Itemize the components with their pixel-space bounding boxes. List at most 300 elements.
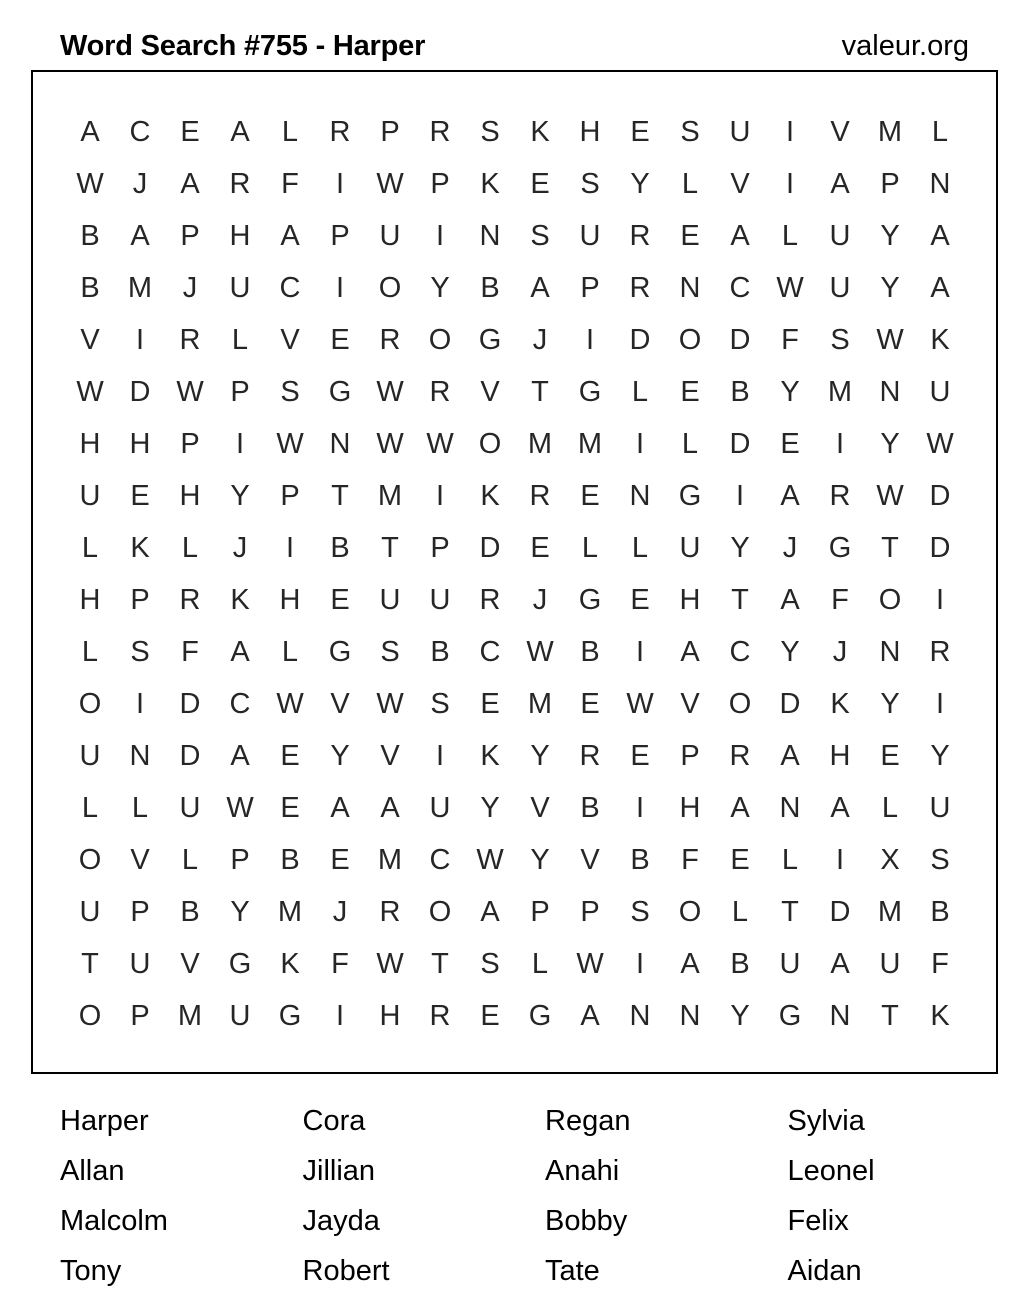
grid-cell[interactable]: D <box>479 531 501 564</box>
grid-cell[interactable]: K <box>230 583 250 616</box>
grid-cell[interactable]: S <box>630 895 650 928</box>
grid-cell[interactable]: P <box>380 115 400 148</box>
grid-cell[interactable]: I <box>135 323 145 356</box>
grid-cell[interactable]: R <box>429 115 451 148</box>
grid-cell[interactable]: V <box>730 167 750 200</box>
grid-cell[interactable]: U <box>79 479 101 512</box>
grid-cell[interactable]: P <box>130 999 150 1032</box>
grid-cell[interactable]: A <box>130 219 150 252</box>
grid-cell[interactable]: L <box>631 375 649 408</box>
grid-cell[interactable]: A <box>230 115 250 148</box>
grid-cell[interactable]: Y <box>930 739 950 772</box>
grid-cell[interactable]: F <box>281 167 299 200</box>
grid-cell[interactable]: A <box>230 635 250 668</box>
grid-cell[interactable]: G <box>228 947 252 980</box>
grid-cell[interactable]: R <box>629 271 651 304</box>
grid-cell[interactable]: W <box>376 687 404 720</box>
grid-cell[interactable]: E <box>580 479 600 512</box>
grid-cell[interactable]: P <box>130 583 150 616</box>
grid-cell[interactable]: H <box>179 479 201 512</box>
grid-cell[interactable]: J <box>832 635 848 668</box>
grid-cell[interactable]: D <box>129 375 151 408</box>
grid-cell[interactable]: O <box>378 271 402 304</box>
grid-cell[interactable]: N <box>879 375 901 408</box>
grid-cell[interactable]: E <box>780 427 800 460</box>
grid-cell[interactable]: A <box>780 739 800 772</box>
grid-cell[interactable]: D <box>179 739 201 772</box>
grid-cell[interactable]: V <box>480 375 500 408</box>
grid-cell[interactable]: I <box>435 479 445 512</box>
grid-cell[interactable]: Y <box>530 843 550 876</box>
grid-cell[interactable]: I <box>235 427 245 460</box>
grid-cell[interactable]: J <box>532 323 548 356</box>
grid-cell[interactable]: E <box>330 583 350 616</box>
grid-cell[interactable]: H <box>679 583 701 616</box>
grid-cell[interactable]: N <box>129 739 151 772</box>
grid-cell[interactable]: U <box>429 791 451 824</box>
grid-cell[interactable]: T <box>881 999 899 1032</box>
grid-cell[interactable]: W <box>276 687 304 720</box>
grid-cell[interactable]: D <box>729 323 751 356</box>
grid-cell[interactable]: W <box>76 375 104 408</box>
grid-cell[interactable]: M <box>877 895 903 928</box>
grid-cell[interactable]: H <box>579 115 601 148</box>
grid-cell[interactable]: N <box>779 791 801 824</box>
grid-cell[interactable]: V <box>130 843 150 876</box>
grid-cell[interactable]: L <box>281 635 299 668</box>
grid-cell[interactable]: E <box>280 739 300 772</box>
grid-cell[interactable]: U <box>129 947 151 980</box>
grid-cell[interactable]: W <box>776 271 804 304</box>
grid-cell[interactable]: P <box>180 219 200 252</box>
grid-cell[interactable]: I <box>935 583 945 616</box>
grid-cell[interactable]: U <box>729 115 751 148</box>
grid-cell[interactable]: A <box>830 791 850 824</box>
grid-cell[interactable]: G <box>778 999 802 1032</box>
grid-cell[interactable]: H <box>829 739 851 772</box>
grid-cell[interactable]: I <box>735 479 745 512</box>
grid-cell[interactable]: L <box>81 791 99 824</box>
grid-cell[interactable]: C <box>479 635 501 668</box>
grid-cell[interactable]: U <box>929 375 951 408</box>
grid-cell[interactable]: P <box>130 895 150 928</box>
grid-cell[interactable]: U <box>579 219 601 252</box>
grid-cell[interactable]: Y <box>880 271 900 304</box>
grid-cell[interactable]: O <box>678 323 702 356</box>
grid-cell[interactable]: U <box>229 999 251 1032</box>
grid-cell[interactable]: E <box>330 323 350 356</box>
grid-cell[interactable]: L <box>931 115 949 148</box>
grid-cell[interactable]: G <box>528 999 552 1032</box>
grid-cell[interactable]: Y <box>880 687 900 720</box>
grid-cell[interactable]: J <box>782 531 798 564</box>
grid-cell[interactable]: H <box>79 427 101 460</box>
grid-cell[interactable]: W <box>876 479 904 512</box>
grid-cell[interactable]: V <box>830 115 850 148</box>
grid-cell[interactable]: P <box>580 895 600 928</box>
grid-cell[interactable]: G <box>828 531 852 564</box>
grid-cell[interactable]: H <box>279 583 301 616</box>
grid-cell[interactable]: R <box>729 739 751 772</box>
grid-cell[interactable]: D <box>829 895 851 928</box>
grid-cell[interactable]: S <box>930 843 950 876</box>
grid-cell[interactable]: B <box>580 791 600 824</box>
grid-cell[interactable]: W <box>376 167 404 200</box>
grid-cell[interactable]: P <box>430 167 450 200</box>
grid-cell[interactable]: A <box>780 583 800 616</box>
grid-cell[interactable]: T <box>431 947 449 980</box>
grid-cell[interactable]: E <box>330 843 350 876</box>
grid-cell[interactable]: M <box>377 479 403 512</box>
grid-cell[interactable]: L <box>781 219 799 252</box>
grid-cell[interactable]: R <box>329 115 351 148</box>
grid-cell[interactable]: T <box>331 479 349 512</box>
grid-cell[interactable]: R <box>179 583 201 616</box>
grid-cell[interactable]: M <box>527 427 553 460</box>
grid-cell[interactable]: M <box>827 375 853 408</box>
grid-cell[interactable]: D <box>929 531 951 564</box>
grid-cell[interactable]: J <box>232 531 248 564</box>
grid-cell[interactable]: E <box>530 531 550 564</box>
grid-cell[interactable]: Y <box>630 167 650 200</box>
grid-cell[interactable]: U <box>379 219 401 252</box>
grid-cell[interactable]: R <box>479 583 501 616</box>
grid-cell[interactable]: N <box>679 271 701 304</box>
grid-cell[interactable]: F <box>931 947 949 980</box>
grid-cell[interactable]: G <box>328 375 352 408</box>
grid-cell[interactable]: T <box>81 947 99 980</box>
grid-cell[interactable]: O <box>728 687 752 720</box>
grid-cell[interactable]: B <box>730 947 750 980</box>
grid-cell[interactable]: E <box>530 167 550 200</box>
grid-cell[interactable]: I <box>285 531 295 564</box>
grid-cell[interactable]: K <box>480 479 500 512</box>
grid-cell[interactable]: O <box>428 323 452 356</box>
grid-cell[interactable]: L <box>181 531 199 564</box>
grid-cell[interactable]: P <box>330 219 350 252</box>
grid-cell[interactable]: L <box>181 843 199 876</box>
grid-cell[interactable]: M <box>127 271 153 304</box>
grid-cell[interactable]: D <box>629 323 651 356</box>
grid-cell[interactable]: N <box>879 635 901 668</box>
grid-cell[interactable]: Y <box>880 427 900 460</box>
grid-cell[interactable]: A <box>730 791 750 824</box>
grid-cell[interactable]: L <box>81 531 99 564</box>
grid-cell[interactable]: A <box>230 739 250 772</box>
grid-cell[interactable]: E <box>880 739 900 772</box>
grid-cell[interactable]: J <box>532 583 548 616</box>
grid-cell[interactable]: G <box>678 479 702 512</box>
grid-cell[interactable]: E <box>680 375 700 408</box>
grid-cell[interactable]: L <box>731 895 749 928</box>
grid-cell[interactable]: O <box>678 895 702 928</box>
grid-cell[interactable]: T <box>381 531 399 564</box>
grid-cell[interactable]: I <box>635 791 645 824</box>
grid-cell[interactable]: W <box>226 791 254 824</box>
grid-cell[interactable]: W <box>276 427 304 460</box>
grid-cell[interactable]: B <box>580 635 600 668</box>
grid-cell[interactable]: C <box>729 635 751 668</box>
grid-cell[interactable]: P <box>580 271 600 304</box>
grid-cell[interactable]: R <box>529 479 551 512</box>
grid-cell[interactable]: K <box>830 687 850 720</box>
grid-cell[interactable]: R <box>629 219 651 252</box>
grid-cell[interactable]: T <box>881 531 899 564</box>
grid-cell[interactable]: A <box>480 895 500 928</box>
grid-cell[interactable]: N <box>829 999 851 1032</box>
grid-cell[interactable]: I <box>335 271 345 304</box>
grid-cell[interactable]: I <box>935 687 945 720</box>
grid-cell[interactable]: U <box>429 583 451 616</box>
grid-cell[interactable]: O <box>78 843 102 876</box>
grid-cell[interactable]: N <box>929 167 951 200</box>
grid-cell[interactable]: P <box>880 167 900 200</box>
grid-cell[interactable]: I <box>435 219 445 252</box>
grid-cell[interactable]: H <box>379 999 401 1032</box>
grid-cell[interactable]: L <box>581 531 599 564</box>
grid-cell[interactable]: S <box>480 947 500 980</box>
grid-cell[interactable]: F <box>331 947 349 980</box>
grid-cell[interactable]: U <box>79 739 101 772</box>
grid-cell[interactable]: D <box>779 687 801 720</box>
grid-cell[interactable]: E <box>630 115 650 148</box>
grid-cell[interactable]: S <box>530 219 550 252</box>
grid-cell[interactable]: U <box>779 947 801 980</box>
grid-cell[interactable]: F <box>181 635 199 668</box>
grid-cell[interactable]: E <box>180 115 200 148</box>
grid-cell[interactable]: M <box>277 895 303 928</box>
grid-cell[interactable]: A <box>280 219 300 252</box>
grid-cell[interactable]: I <box>335 999 345 1032</box>
grid-cell[interactable]: U <box>179 791 201 824</box>
grid-cell[interactable]: I <box>135 687 145 720</box>
grid-cell[interactable]: B <box>930 895 950 928</box>
grid-cell[interactable]: B <box>280 843 300 876</box>
grid-cell[interactable]: R <box>379 323 401 356</box>
grid-cell[interactable]: N <box>679 999 701 1032</box>
grid-cell[interactable]: R <box>429 999 451 1032</box>
grid-cell[interactable]: T <box>781 895 799 928</box>
grid-cell[interactable]: H <box>79 583 101 616</box>
grid-cell[interactable]: I <box>635 427 645 460</box>
grid-cell[interactable]: L <box>531 947 549 980</box>
grid-cell[interactable]: D <box>929 479 951 512</box>
grid-cell[interactable]: R <box>929 635 951 668</box>
grid-cell[interactable]: P <box>430 531 450 564</box>
grid-cell[interactable]: P <box>530 895 550 928</box>
grid-cell[interactable]: A <box>530 271 550 304</box>
grid-cell[interactable]: S <box>480 115 500 148</box>
grid-cell[interactable]: S <box>430 687 450 720</box>
grid-cell[interactable]: B <box>630 843 650 876</box>
grid-cell[interactable]: W <box>526 635 554 668</box>
grid-cell[interactable]: F <box>781 323 799 356</box>
grid-cell[interactable]: J <box>182 271 198 304</box>
grid-cell[interactable]: B <box>730 375 750 408</box>
grid-cell[interactable]: R <box>229 167 251 200</box>
grid-cell[interactable]: W <box>576 947 604 980</box>
grid-cell[interactable]: A <box>680 947 700 980</box>
grid-cell[interactable]: Y <box>330 739 350 772</box>
grid-cell[interactable]: F <box>681 843 699 876</box>
grid-cell[interactable]: A <box>80 115 100 148</box>
grid-cell[interactable]: L <box>81 635 99 668</box>
grid-cell[interactable]: J <box>132 167 148 200</box>
grid-cell[interactable]: Y <box>730 531 750 564</box>
grid-cell[interactable]: Y <box>730 999 750 1032</box>
grid-cell[interactable]: A <box>930 219 950 252</box>
grid-cell[interactable]: U <box>929 791 951 824</box>
grid-cell[interactable]: R <box>579 739 601 772</box>
grid-cell[interactable]: Y <box>480 791 500 824</box>
grid-cell[interactable]: E <box>480 687 500 720</box>
grid-cell[interactable]: R <box>379 895 401 928</box>
grid-cell[interactable]: A <box>730 219 750 252</box>
grid-cell[interactable]: L <box>231 323 249 356</box>
grid-cell[interactable]: W <box>426 427 454 460</box>
grid-cell[interactable]: B <box>80 271 100 304</box>
grid-cell[interactable]: D <box>729 427 751 460</box>
grid-cell[interactable]: L <box>631 531 649 564</box>
grid-cell[interactable]: V <box>80 323 100 356</box>
grid-cell[interactable]: P <box>230 843 250 876</box>
grid-cell[interactable]: T <box>731 583 749 616</box>
grid-cell[interactable]: I <box>835 427 845 460</box>
grid-cell[interactable]: V <box>530 791 550 824</box>
grid-cell[interactable]: K <box>280 947 300 980</box>
grid-cell[interactable]: E <box>630 739 650 772</box>
grid-cell[interactable]: V <box>680 687 700 720</box>
grid-cell[interactable]: A <box>680 635 700 668</box>
grid-cell[interactable]: W <box>376 375 404 408</box>
grid-cell[interactable]: Y <box>430 271 450 304</box>
grid-cell[interactable]: K <box>480 739 500 772</box>
grid-cell[interactable]: U <box>829 219 851 252</box>
grid-cell[interactable]: M <box>527 687 553 720</box>
grid-cell[interactable]: E <box>480 999 500 1032</box>
grid-cell[interactable]: K <box>130 531 150 564</box>
grid-cell[interactable]: V <box>180 947 200 980</box>
grid-cell[interactable]: K <box>480 167 500 200</box>
grid-cell[interactable]: E <box>580 687 600 720</box>
grid-cell[interactable]: Y <box>230 479 250 512</box>
grid-cell[interactable]: Y <box>780 375 800 408</box>
grid-cell[interactable]: O <box>78 999 102 1032</box>
grid-cell[interactable]: V <box>280 323 300 356</box>
grid-cell[interactable]: G <box>328 635 352 668</box>
grid-cell[interactable]: B <box>80 219 100 252</box>
grid-cell[interactable]: H <box>129 427 151 460</box>
grid-cell[interactable]: W <box>626 687 654 720</box>
grid-cell[interactable]: B <box>480 271 500 304</box>
grid-cell[interactable]: J <box>332 895 348 928</box>
grid-cell[interactable]: O <box>428 895 452 928</box>
grid-cell[interactable]: K <box>930 323 950 356</box>
grid-cell[interactable]: A <box>780 479 800 512</box>
grid-cell[interactable]: B <box>430 635 450 668</box>
grid-cell[interactable]: M <box>877 115 903 148</box>
grid-cell[interactable]: C <box>229 687 251 720</box>
grid-cell[interactable]: I <box>785 167 795 200</box>
grid-cell[interactable]: G <box>578 583 602 616</box>
grid-cell[interactable]: I <box>635 635 645 668</box>
grid-cell[interactable]: G <box>478 323 502 356</box>
grid-cell[interactable]: L <box>131 791 149 824</box>
grid-cell[interactable]: H <box>229 219 251 252</box>
grid-cell[interactable]: W <box>76 167 104 200</box>
grid-cell[interactable]: A <box>580 999 600 1032</box>
grid-cell[interactable]: O <box>78 687 102 720</box>
grid-cell[interactable]: G <box>578 375 602 408</box>
grid-cell[interactable]: N <box>329 427 351 460</box>
grid-cell[interactable]: E <box>730 843 750 876</box>
grid-cell[interactable]: U <box>679 531 701 564</box>
grid-cell[interactable]: I <box>585 323 595 356</box>
grid-cell[interactable]: N <box>479 219 501 252</box>
grid-cell[interactable]: L <box>781 843 799 876</box>
grid-cell[interactable]: U <box>379 583 401 616</box>
grid-cell[interactable]: Y <box>230 895 250 928</box>
grid-cell[interactable]: R <box>829 479 851 512</box>
grid-cell[interactable]: W <box>476 843 504 876</box>
grid-cell[interactable]: P <box>230 375 250 408</box>
grid-cell[interactable]: C <box>129 115 151 148</box>
grid-cell[interactable]: W <box>376 427 404 460</box>
grid-cell[interactable]: I <box>835 843 845 876</box>
grid-cell[interactable]: A <box>180 167 200 200</box>
grid-cell[interactable]: Y <box>880 219 900 252</box>
grid-cell[interactable]: W <box>176 375 204 408</box>
grid-cell[interactable]: I <box>435 739 445 772</box>
grid-cell[interactable]: R <box>179 323 201 356</box>
grid-cell[interactable]: L <box>681 427 699 460</box>
grid-cell[interactable]: W <box>926 427 954 460</box>
grid-cell[interactable]: V <box>380 739 400 772</box>
grid-cell[interactable]: W <box>376 947 404 980</box>
grid-cell[interactable]: C <box>279 271 301 304</box>
grid-cell[interactable]: N <box>629 479 651 512</box>
grid-cell[interactable]: T <box>531 375 549 408</box>
grid-cell[interactable]: M <box>177 999 203 1032</box>
grid-cell[interactable]: P <box>680 739 700 772</box>
grid-cell[interactable]: U <box>829 271 851 304</box>
grid-cell[interactable]: S <box>680 115 700 148</box>
grid-cell[interactable]: R <box>429 375 451 408</box>
grid-cell[interactable]: K <box>530 115 550 148</box>
grid-cell[interactable]: W <box>876 323 904 356</box>
grid-cell[interactable]: A <box>830 167 850 200</box>
grid-cell[interactable]: M <box>577 427 603 460</box>
grid-cell[interactable]: F <box>831 583 849 616</box>
grid-cell[interactable]: Y <box>780 635 800 668</box>
grid-cell[interactable]: G <box>278 999 302 1032</box>
grid-cell[interactable]: Y <box>530 739 550 772</box>
grid-cell[interactable]: I <box>335 167 345 200</box>
grid-cell[interactable]: E <box>280 791 300 824</box>
grid-cell[interactable]: N <box>629 999 651 1032</box>
grid-cell[interactable]: X <box>880 843 900 876</box>
grid-cell[interactable]: V <box>330 687 350 720</box>
grid-cell[interactable]: K <box>930 999 950 1032</box>
grid-cell[interactable]: E <box>680 219 700 252</box>
grid-cell[interactable]: A <box>380 791 400 824</box>
grid-cell[interactable]: S <box>130 635 150 668</box>
grid-cell[interactable]: S <box>580 167 600 200</box>
grid-cell[interactable]: A <box>930 271 950 304</box>
grid-cell[interactable]: U <box>229 271 251 304</box>
grid-cell[interactable]: C <box>429 843 451 876</box>
grid-cell[interactable]: L <box>881 791 899 824</box>
